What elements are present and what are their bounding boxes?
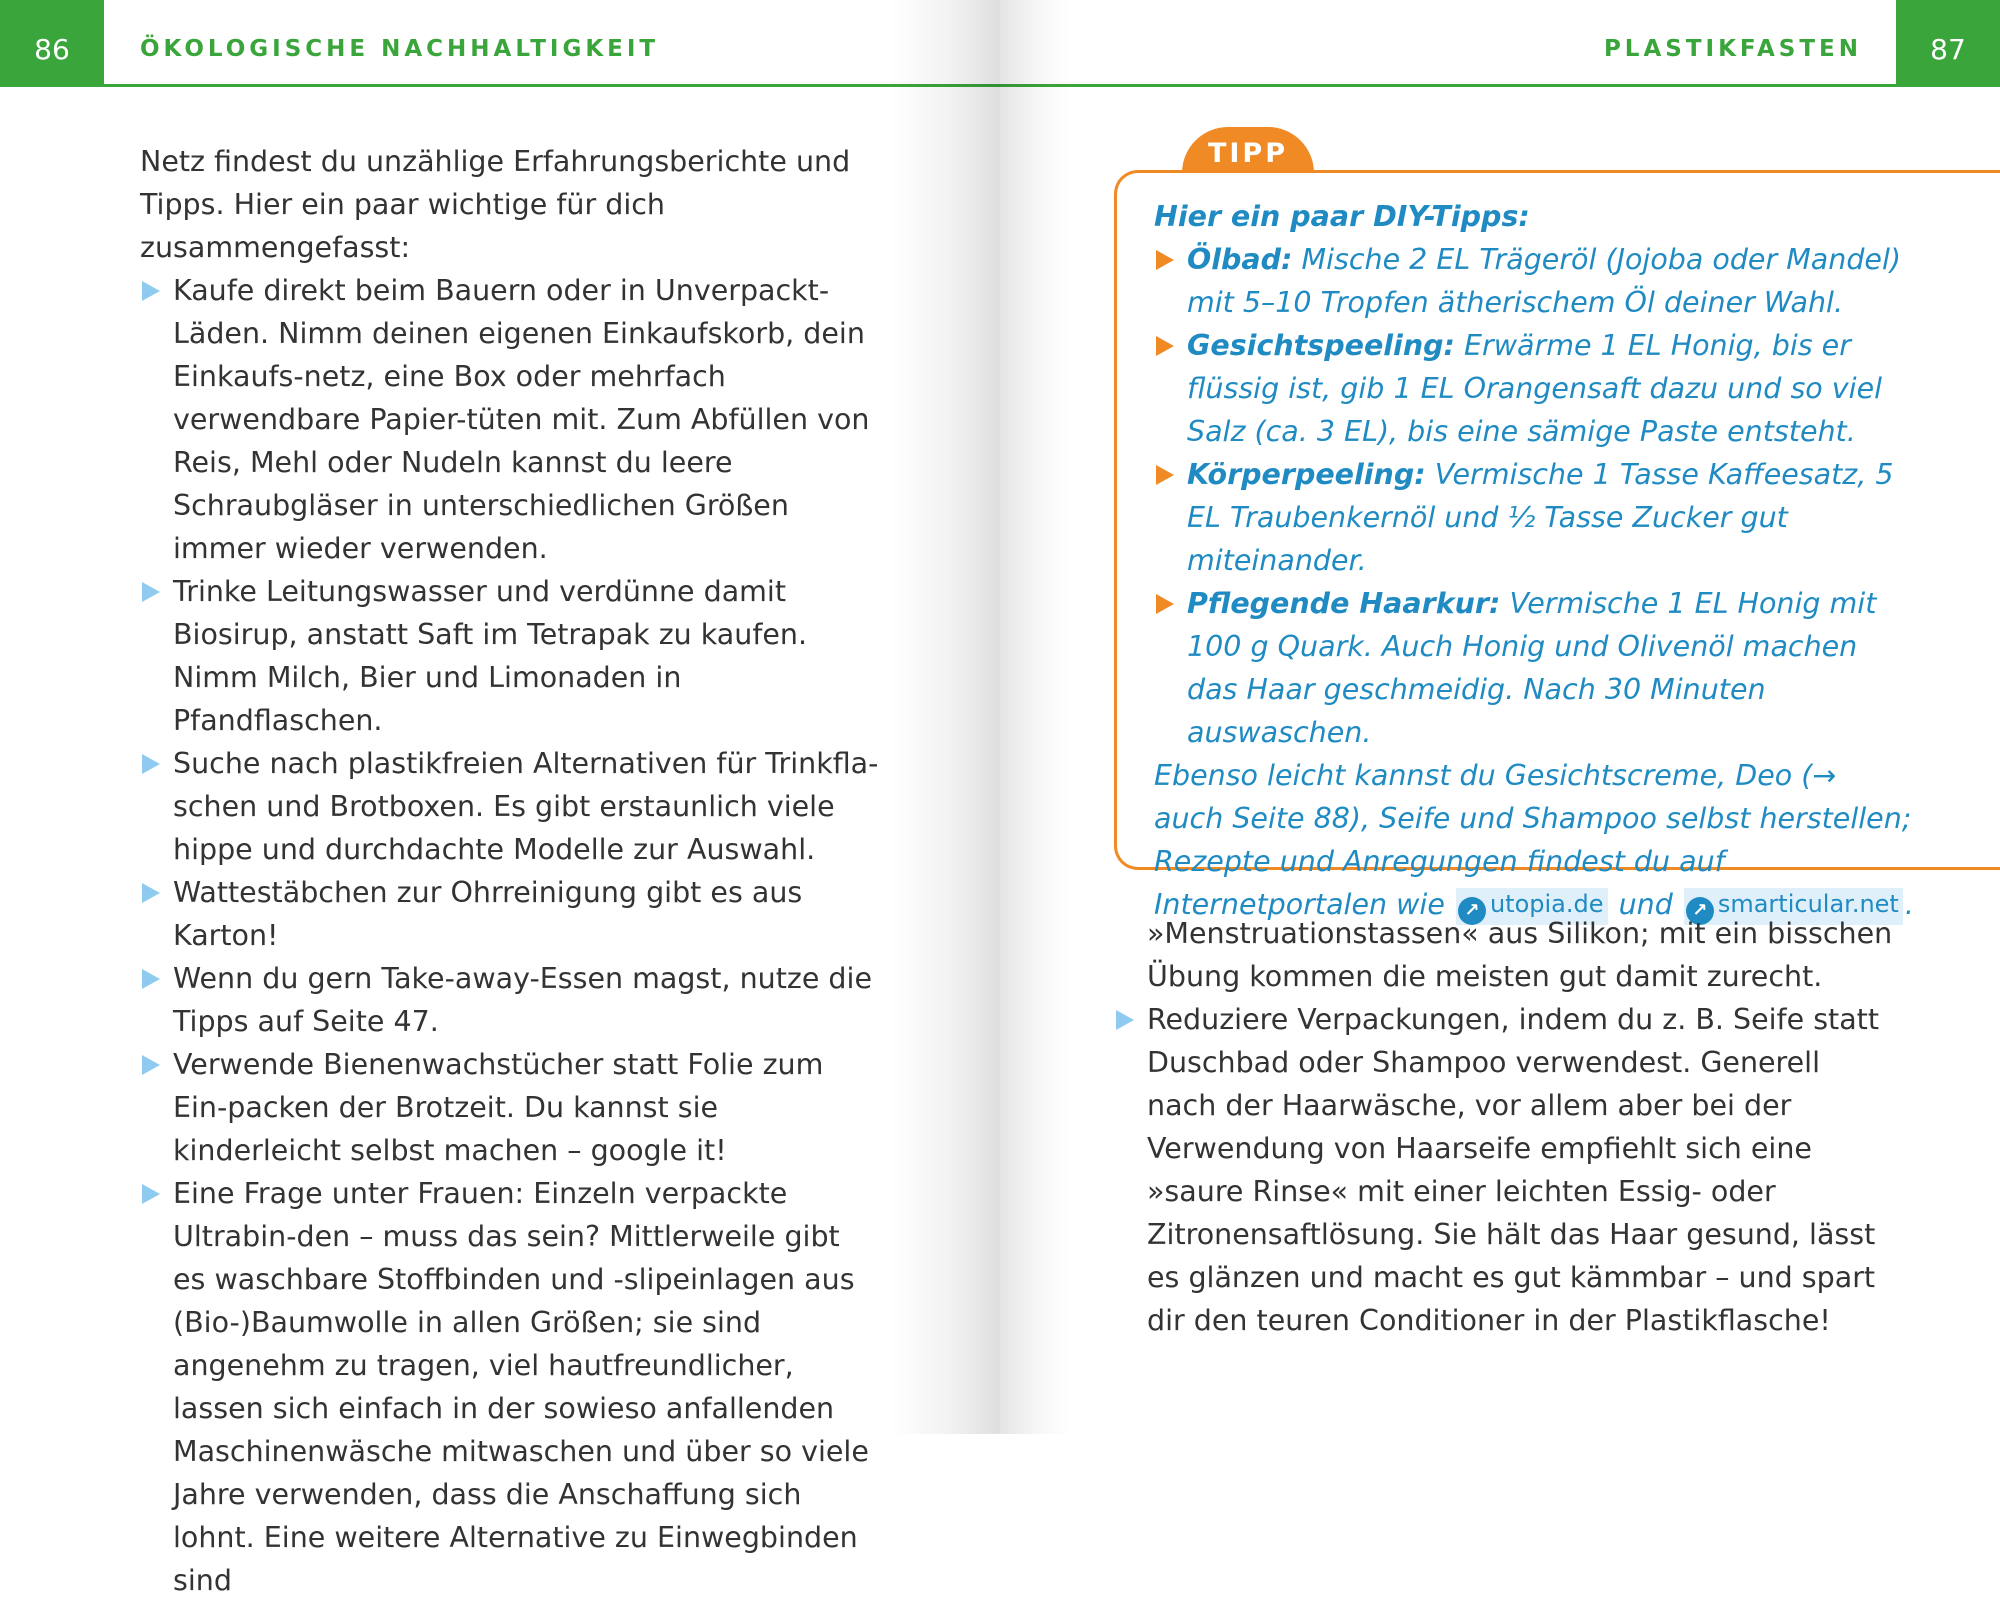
intro-paragraph: Netz findest du unzählige Erfahrungsberichte und Tipps. Hier ein paar wichtige für dich zusammengefasst: xyxy=(140,145,851,264)
utopia-link[interactable]: ↗ utopia.de xyxy=(1456,888,1608,925)
list-item: Kaufe direkt beim Bauern oder in Unverpackt-Läden. Nimm deinen eigenen Einkaufskorb, dein Einkaufs-netz, eine Box oder mehrfach verwendbare Papier-tüten mit. Zum Abfüllen von Reis, Mehl oder Nudeln kannst du leere Schraubgläser in unterschiedlichen Größen immer wieder verwenden. xyxy=(140,269,880,570)
tip-content xyxy=(1154,195,1914,926)
list-item: Verwende Bienenwachstücher statt Folie zum Ein-packen der Brotzeit. Du kannst sie kinderleicht selbst machen – google it! xyxy=(140,1043,880,1172)
triangle-bullet-icon xyxy=(1116,1010,1134,1030)
running-head: ÖKOLOGISCHE NACHHALTIGKEIT xyxy=(140,36,660,62)
right-bullet-list xyxy=(1114,998,1894,1342)
triangle-bullet-icon xyxy=(1156,250,1174,270)
triangle-bullet-icon xyxy=(1156,336,1174,356)
external-link-icon: ↗ xyxy=(1686,897,1714,925)
triangle-bullet-icon xyxy=(142,754,160,774)
continuation-paragraph: »Menstruationstassen« aus Silikon; mit ein bisschen Übung kommen die meisten gut damit zurecht. xyxy=(1147,917,1893,993)
triangle-bullet-icon xyxy=(142,883,160,903)
header-rule xyxy=(1000,84,1896,87)
list-item: Körperpeeling: Vermische 1 Tasse Kaffeesatz, 5 EL Traubenkernöl und ½ Tasse Zucker gut miteinander. xyxy=(1154,453,1914,582)
external-link-icon: ↗ xyxy=(1458,897,1486,925)
page-number: 86 xyxy=(0,0,104,87)
right-page xyxy=(1000,0,2000,1434)
header-rule xyxy=(104,84,1000,87)
left-body-text xyxy=(140,140,880,1602)
running-head: PLASTIKFASTEN xyxy=(1603,36,1862,62)
list-item: Ölbad: Mische 2 EL Trägeröl (Jojoba oder Mandel) mit 5–10 Tropfen ätherischem Öl deiner Wahl. xyxy=(1154,238,1914,324)
triangle-bullet-icon xyxy=(142,969,160,989)
smarticular-link[interactable]: ↗ smarticular.net xyxy=(1684,888,1903,925)
left-bullet-list xyxy=(140,269,880,1602)
triangle-bullet-icon xyxy=(1156,594,1174,614)
tip-title: Hier ein paar DIY-Tipps: xyxy=(1154,200,1530,233)
left-page xyxy=(0,0,1000,1597)
right-body-text xyxy=(1114,912,1894,1342)
triangle-bullet-icon xyxy=(142,281,160,301)
triangle-bullet-icon xyxy=(142,1184,160,1204)
triangle-bullet-icon xyxy=(142,582,160,602)
list-item: Reduziere Verpackungen, indem du z. B. Seife statt Duschbad oder Shampoo verwendest. Generell nach der Haarwäsche, vor allem aber bei der Verwendung von Haarseife empfiehlt sich eine »saure Rinse« mit einer leichten Essig- oder Zitronensaftlösung. Sie hält das Haar gesund, lässt es glänzen und macht es gut kämmbar – und spart dir den teuren Conditioner in der Plastikflasche! xyxy=(1114,998,1894,1342)
list-item: Gesichtspeeling: Erwärme 1 EL Honig, bis er flüssig ist, gib 1 EL Orangensaft dazu und so viel Salz (ca. 3 EL), bis eine sämige Paste entsteht. xyxy=(1154,324,1914,453)
page-number: 87 xyxy=(1896,0,2000,87)
list-item: Eine Frage unter Frauen: Einzeln verpackte Ultrabin-den – muss das sein? Mittlerweile gibt es waschbare Stoffbinden und -slipeinlagen aus (Bio-)Baumwolle in allen Größen; sie sind angenehm zu tragen, viel hautfreundlicher, lassen sich einfach in der sowieso anfallenden Maschinenwäsche mitwaschen und über so viele Jahre verwenden, dass die Anschaffung sich lohnt. Eine weitere Alternative zu Einwegbinden sind xyxy=(140,1172,880,1602)
triangle-bullet-icon xyxy=(142,1055,160,1075)
tip-list xyxy=(1154,238,1914,754)
tip-closing: Ebenso leicht kannst du Gesichtscreme, Deo (→ auch Seite 88), Seife und Shampoo selbst herstellen; Rezepte und Anregungen findest du auf Internetportalen wie ↗ utopia.de und ↗ smarticular.net . xyxy=(1154,754,1914,926)
tip-tab-label: TIPP xyxy=(1182,127,1314,173)
list-item: Wattestäbchen zur Ohrreinigung gibt es aus Karton! xyxy=(140,871,880,957)
list-item: Pflegende Haarkur: Vermische 1 EL Honig mit 100 g Quark. Auch Honig und Olivenöl machen das Haar geschmeidig. Nach 30 Minuten auswaschen. xyxy=(1154,582,1914,754)
list-item: Wenn du gern Take-away-Essen magst, nutze die Tipps auf Seite 47. xyxy=(140,957,880,1043)
triangle-bullet-icon xyxy=(1156,465,1174,485)
list-item: Suche nach plastikfreien Alternativen für Trinkfla-schen und Brotboxen. Es gibt erstaunlich viele hippe und durchdachte Modelle zur Auswahl. xyxy=(140,742,880,871)
list-item: Trinke Leitungswasser und verdünne damit Biosirup, anstatt Saft im Tetrapak zu kaufen. Nimm Milch, Bier und Limonaden in Pfandflaschen. xyxy=(140,570,880,742)
